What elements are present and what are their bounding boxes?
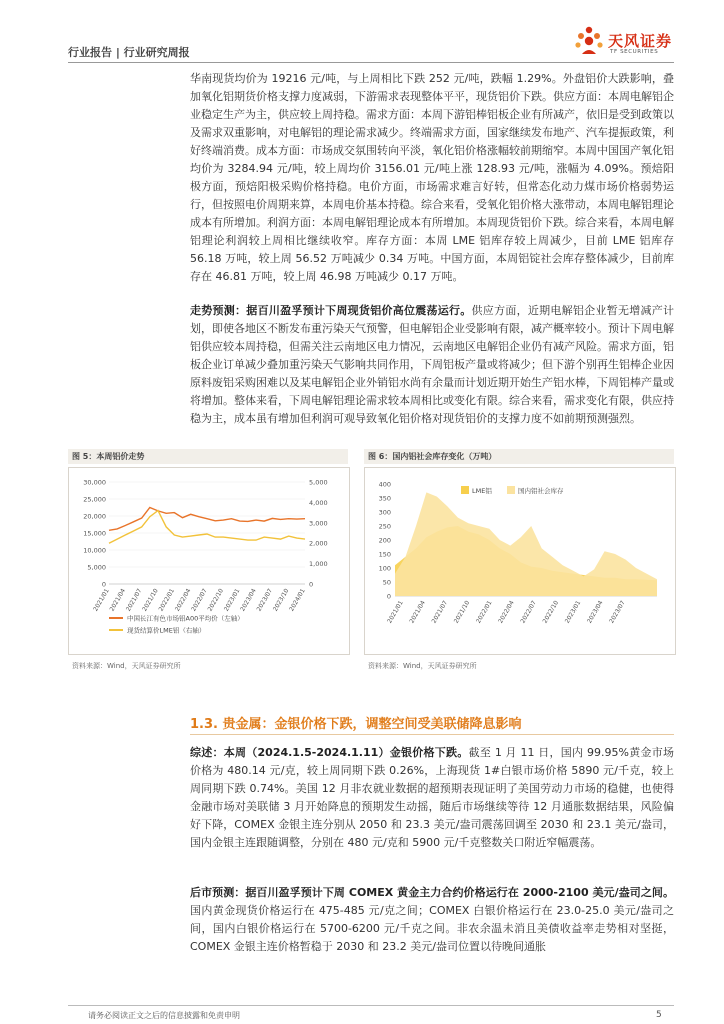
forecast-body-2: 国内黄金现货价格运行在 475-485 元/克之间；COMEX 白银价格运行在 23.0-25.0 美元/盎司之间，国内白银价格运行在 5700-6200 元/千克之间。非农余温未消且美债收益率走势相对坚挺，COMEX 金银主连价格暂稳于 2030 和 23.2 美元/盎司位置以待晚间通胀	[190, 904, 674, 953]
precious-metals-forecast	[190, 884, 674, 956]
fig5-source: 资料来源：Wind，天风证券研究所	[72, 662, 181, 670]
fig6-chart-frame	[364, 467, 676, 655]
x-tick-label: 2021/04	[408, 599, 427, 625]
fig6-area-chart	[365, 468, 675, 654]
report-type-label: 行业报告 | 行业研究周报	[68, 46, 190, 59]
precious-metals-summary	[190, 744, 674, 852]
legend-label-1: 国内铝社会库存	[518, 487, 564, 495]
x-tick-label: 2021/04	[108, 587, 128, 613]
y-tick-label: 250	[378, 522, 391, 531]
y-left-tick-label: 20,000	[83, 512, 106, 521]
summary-lead: 综述：本周（2024.1.5-2024.1.11）金银价格下跌。	[190, 746, 469, 759]
logo-name-cn: 天风证券	[608, 32, 673, 50]
x-tick-label: 2022/07	[190, 587, 209, 613]
section-divider	[190, 734, 674, 735]
y-right-tick-label: 0	[309, 580, 314, 589]
x-tick-label: 2022/01	[475, 599, 494, 625]
x-tick-label: 2023/07	[255, 587, 275, 613]
x-tick-label: 2023/10	[271, 587, 291, 613]
header-divider	[68, 62, 674, 63]
x-tick-label: 2022/10	[541, 599, 561, 625]
y-left-tick-label: 10,000	[83, 546, 106, 555]
fig6-title: 图 6：国内铝社会库存变化（万吨）	[364, 449, 674, 464]
y-right-tick-label: 1,000	[309, 560, 328, 569]
series-area-1	[395, 492, 657, 596]
forecast-lead-2: 后市预测：据百川盈孚预计下周 COMEX 黄金主力合约价格运行在 2000-2100 美元/盎司之间。	[190, 886, 674, 899]
y-left-tick-label: 15,000	[83, 529, 106, 538]
x-tick-label: 2024/01	[288, 587, 307, 613]
y-left-tick-label: 5,000	[87, 563, 106, 572]
series-line-0	[109, 508, 305, 531]
series-line-1	[109, 511, 305, 544]
disclaimer-text: 请务必阅读正文之后的信息披露和免责申明	[88, 1011, 240, 1020]
aluminum-forecast-paragraph	[190, 302, 674, 428]
x-tick-label: 2022/01	[157, 587, 177, 613]
y-tick-label: 50	[382, 578, 391, 587]
y-tick-label: 100	[378, 564, 391, 573]
legend-label-0: 中国长江有色市场铝A00平均价（左轴）	[127, 614, 244, 623]
tf-logo-icon	[572, 24, 606, 58]
company-logo	[572, 22, 682, 62]
y-tick-label: 0	[386, 592, 391, 601]
aluminum-market-paragraph: 华南现货均价为 19216 元/吨，与上周相比下跌 252 元/吨，跌幅 1.29%。外盘铝价大跌影响，叠加氧化铝期货价格支撑力度减弱，下游需求表现整体平平，现货铝价下跌。供应方面：本周电解铝企业稳定生产为主，供应较上周持稳。需求方面：本周下游铝棒铝板企业有所减产，依旧是受到政策以及需求双重影响，对电解铝的理论需求减少。终端需求方面，国家继续发布地产、汽车提振政策，利好终端消费。成本方面：市场成交氛围转向平淡，氧化铝价格涨幅较前期缩窄。本周中国国产氧化铝均价为 3284.94 元/吨，较上周均价 3156.01 元/吨上涨 128.93 元/吨，涨幅为 4.09%。预焙阳极方面，预焙阳极采购价格持稳。电价方面，市场需求难言好转，但常态化动力煤市场价格弱势运行，但按照电价周期来算，本周电价基本持稳。综合来看，受氧化铝价格大涨带动，本周电解铝理论成本有所增加。利润方面：本周电解铝理论成本有所增加。本周现货铝价下跌。综合来看，本周电解铝理论利润较上周相比继续收窄。库存方面：本周 LME 铝库存较上周减少，目前 LME 铝库存 56.18 万吨，较上周 56.52 万吨减少 0.34 万吨。中国方面，本周铝锭社会库存整体减少，目前库存在 46.81 万吨，较上周 46.98 万吨减少 0.17 万吨。	[190, 72, 674, 283]
x-tick-label: 2023/07	[608, 599, 627, 625]
logo-name-en: TF SECURITIES	[610, 49, 659, 55]
x-tick-label: 2021/01	[386, 599, 405, 625]
summary-body: 截至 1 月 11 日，国内 99.95%黄金市场价格为 480.14 元/克，较上周同期下跌 0.26%，上海现货 1#白银市场价格 5890 元/千克，较上周同期下跌 0.74%。美国 12 月非农就业数据的超预期表现证明了美国劳动力市场的稳健，也使得金融市场对美联储 3 月开始降息的预期发生动摇，随后市场继续等待 12 月通胀数据结果，风险偏好下降，COMEX 金银主连分别从 2050 和 23.3 美元/盎司震荡回调至 2030 和 23.1 美元/盎司，国内金银主连跟随调整，分别在 480 元/克和 5900 元/千克整数关口附近窄幅震荡。	[190, 746, 675, 849]
y-left-tick-label: 25,000	[83, 495, 106, 504]
fig5-title: 图 5：本周铝价走势	[68, 449, 348, 464]
legend-label-1: 现货结算价LME铝（右轴）	[127, 626, 206, 635]
forecast-lead: 走势预测：据百川盈孚预计下周现货铝价高位震荡运行。	[190, 304, 472, 317]
x-tick-label: 2023/01	[563, 599, 583, 625]
y-right-tick-label: 2,000	[309, 539, 328, 548]
x-tick-label: 2021/07	[124, 587, 144, 613]
y-tick-label: 350	[378, 494, 391, 503]
fig6-source: 资料来源：Wind，天风证券研究所	[368, 662, 477, 670]
x-tick-label: 2022/04	[173, 587, 193, 613]
fig5-chart-frame	[68, 467, 350, 655]
footer-divider	[68, 1005, 674, 1006]
x-tick-label: 2023/01	[222, 587, 242, 613]
y-tick-label: 200	[378, 536, 391, 545]
forecast-body: 供应方面，近期电解铝企业暂无增减产计划，即使各地区不断发布重污染天气预警，但电解铝企业受影响有限，减产概率较小。预计下周电解铝供应较本周持稳，但需关注云南地区电力情况，云南地区电解铝企业仍有减产风险。需求方面，铝板企业订单减少叠加重污染天气影响共同作用，下周铝板产量或将减少；但下游个别再生铝棒企业因原料废铝采购困难以及某电解铝企业外销铝水尚有余量而计划近期开始生产铝水棒，下周铝棒产量或将增加。整体来看，下周电解铝理论需求较本周相比或变化有限。综合来看，需求变化有限，供应持稳为主，成本虽有增加但利润可观导致氧化铝价格对现货铝价的支撑力度不如前期预测强烈。	[190, 304, 674, 425]
y-right-tick-label: 3,000	[309, 519, 328, 528]
section-title: 1.3. 贵金属：金银价格下跌，调整空间受美联储降息影响	[190, 717, 522, 732]
x-tick-label: 2021/10	[141, 587, 160, 613]
fig5-line-chart	[69, 468, 349, 654]
x-tick-label: 2022/04	[497, 599, 516, 625]
x-tick-label: 2021/10	[452, 599, 472, 625]
x-tick-label: 2023/04	[239, 587, 258, 613]
x-tick-label: 2022/07	[519, 599, 538, 625]
legend-swatch-0	[461, 486, 469, 494]
legend-swatch-1	[507, 486, 515, 494]
legend-label-0: LME铝	[472, 487, 492, 495]
y-tick-label: 400	[378, 480, 391, 489]
x-tick-label: 2022/10	[206, 587, 226, 613]
y-left-tick-label: 0	[101, 580, 106, 589]
x-tick-label: 2021/07	[430, 599, 450, 625]
x-tick-label: 2021/01	[92, 587, 111, 613]
y-left-tick-label: 30,000	[83, 478, 106, 487]
y-right-tick-label: 5,000	[309, 478, 328, 487]
y-tick-label: 150	[378, 550, 391, 559]
y-tick-label: 300	[378, 508, 391, 517]
x-tick-label: 2023/04	[586, 599, 605, 625]
page-number: 5	[656, 1010, 662, 1020]
y-right-tick-label: 4,000	[309, 498, 328, 507]
